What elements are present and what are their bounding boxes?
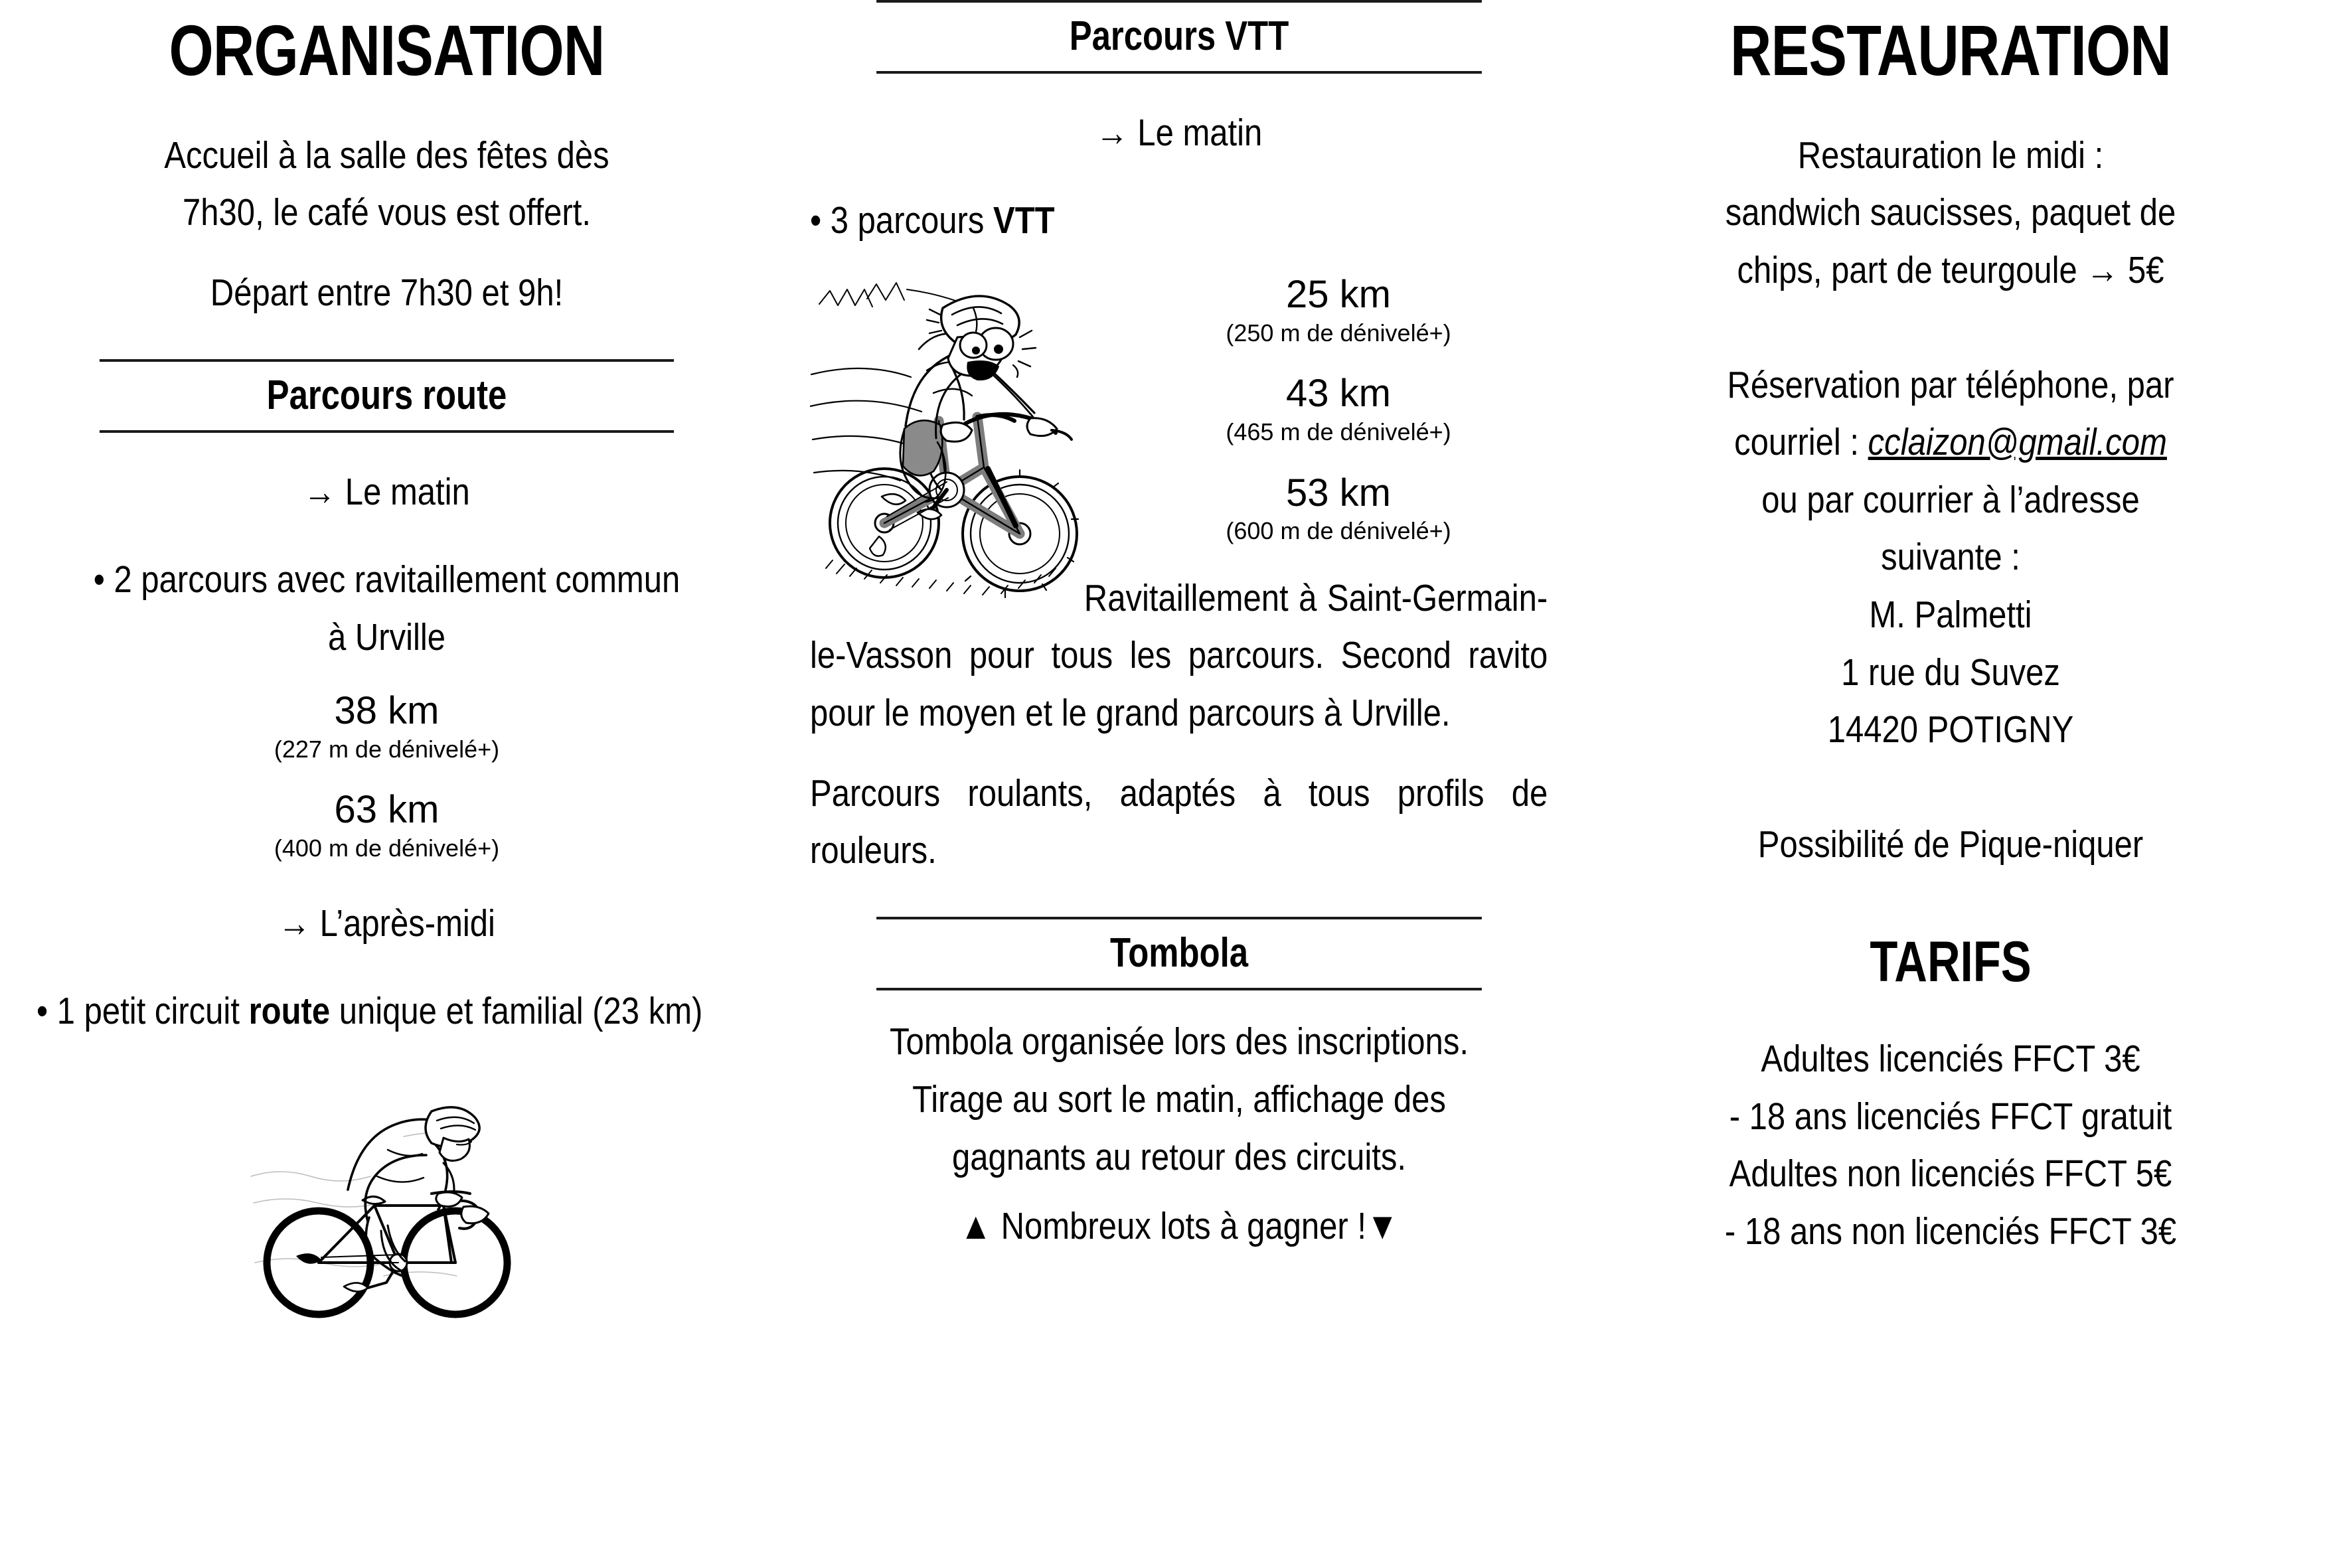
vtt-distance-3-km: 53 km — [1286, 471, 1391, 514]
column-restauration — [1567, 0, 2329, 1568]
vtt-distance-1-km: 25 km — [1286, 273, 1391, 317]
email-link[interactable]: cclaizon@gmail.com — [1868, 421, 2167, 464]
route-morning-arrow: → Le matin — [303, 470, 470, 513]
intro-line-3: Départ entre 7h30 et 9h! — [210, 271, 564, 314]
reservation-line-2 — [1648, 414, 2253, 471]
section-heading-parcours-vtt: Parcours VTT — [876, 0, 1482, 74]
intro-line-1: Accueil à la salle des fêtes dès — [164, 133, 609, 177]
vtt-distances-block — [810, 272, 1548, 880]
page-title-tarifs: TARIFS — [1870, 929, 2032, 994]
reservation-label: courriel : — [1734, 421, 1868, 464]
vtt-distance-2-elevation: (465 m de dénivelé+) — [1226, 418, 1451, 445]
vtt-paragraph-1: Ravitaillement à Saint-Germain-le-Vasson pour tous les parcours. Second ravito pour le moyen et le grand parcours à Urville. — [810, 576, 1548, 735]
tarifs-list — [1648, 1030, 2253, 1261]
route-afternoon-arrow: → L’après-midi — [278, 902, 495, 945]
tarif-row: - 18 ans non licenciés FFCT 3€ — [1724, 1210, 2177, 1253]
route-bullet-1: • 2 parcours avec ravitaillement commun à Urville — [93, 558, 681, 659]
vtt-paragraph-2: Parcours roulants, adaptés à tous profils de rouleurs. — [810, 771, 1548, 872]
route-bullet-2 — [37, 982, 736, 1040]
organisation-title-wrap — [37, 12, 737, 90]
road-cyclist-illustration — [244, 1063, 530, 1356]
organisation-intro — [86, 127, 688, 322]
route-bullet-2-bold: route — [248, 989, 331, 1032]
section-heading-parcours-route: Parcours route — [100, 359, 674, 433]
menu-line-3: chips, part de teurgoule → 5€ — [1737, 248, 2164, 291]
address-line-2: 1 rue du Suvez — [1841, 651, 2060, 694]
reservation-line-3: ou par courrier à l’adresse — [1761, 478, 2140, 521]
address-line-3: 14420 POTIGNY — [1827, 708, 2074, 751]
section-heading-tombola: Tombola — [876, 917, 1482, 990]
vtt-bullet-pre: • 3 parcours — [810, 199, 994, 242]
tarif-row: Adultes non licenciés FFCT 5€ — [1729, 1152, 2172, 1196]
reservation-block — [1648, 356, 2253, 759]
vtt-bullet — [810, 192, 1548, 250]
route-distance-1-elevation: (227 m de dénivelé+) — [274, 735, 500, 763]
page-title-organisation: ORGANISATION — [169, 10, 605, 90]
column-organisation — [0, 0, 783, 1568]
tombola-heading-wrap — [810, 917, 1548, 990]
picnic-note: Possibilité de Pique-niquer — [1757, 823, 2144, 866]
tombola-text: Tombola organisée lors des inscriptions. Tirage au sort le matin, affichage des gagnants au retour des circuits. — [890, 1020, 1469, 1178]
tarif-row: Adultes licenciés FFCT 3€ — [1761, 1038, 2140, 1081]
tarif-row: - 18 ans licenciés FFCT gratuit — [1729, 1095, 2172, 1138]
route-distance-2-km: 63 km — [334, 788, 440, 832]
vtt-morning-arrow: → Le matin — [1095, 112, 1263, 155]
intro-line-2: 7h30, le café vous est offert. — [183, 191, 591, 234]
reservation-line-4: suivante : — [1881, 536, 2020, 579]
page-title-restauration: RESTAURATION — [1730, 10, 2171, 90]
address-line-1: M. Palmetti — [1869, 593, 2032, 636]
route-distance-1-km: 38 km — [334, 689, 440, 733]
reservation-line-1: Réservation par téléphone, par — [1727, 363, 2174, 406]
parcours-route-heading-wrap — [37, 359, 737, 433]
route-bullet-2-pre: • 1 petit circuit — [37, 989, 249, 1032]
route-bullet-2-post: unique et familial (23 km) — [330, 989, 703, 1032]
menu-line-2: sandwich saucisses, paquet de — [1725, 191, 2176, 234]
route-distance-2-elevation: (400 m de dénivelé+) — [274, 834, 500, 862]
vtt-distance-1-elevation: (250 m de dénivelé+) — [1226, 319, 1451, 347]
parcours-vtt-heading-wrap — [810, 0, 1548, 74]
restauration-title-wrap — [1599, 12, 2302, 90]
restauration-menu — [1648, 127, 2253, 299]
vtt-distance-3-elevation: (600 m de dénivelé+) — [1226, 516, 1451, 544]
vtt-distance-2-km: 43 km — [1286, 372, 1391, 416]
tombola-prize-line: ▲ Nombreux lots à gagner !▼ — [959, 1205, 1399, 1248]
menu-line-1: Restauration le midi : — [1797, 133, 2104, 177]
column-parcours-vtt — [783, 0, 1567, 1568]
vtt-bullet-bold: VTT — [993, 199, 1055, 242]
